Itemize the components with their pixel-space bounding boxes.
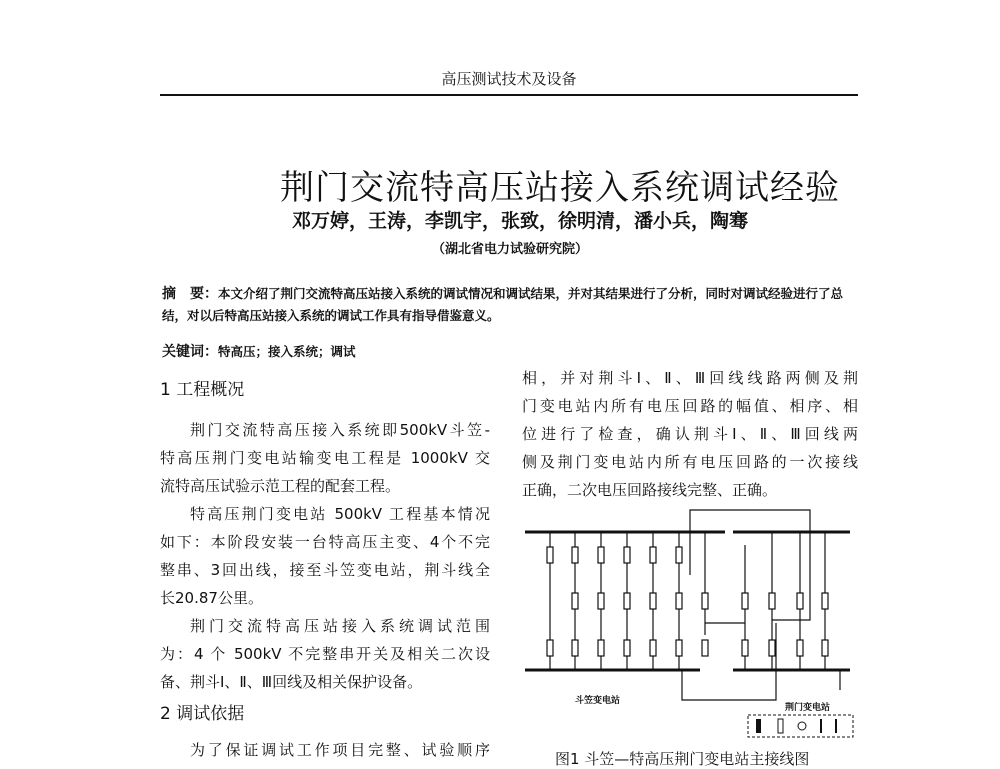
text-line: 荆门交流特高压站接入系统调试范围: [190, 617, 490, 635]
text-line: 侧及荆门变电站内所有电压回路的一次接线: [522, 453, 858, 471]
text-line: 荆门交流特高压接入系统即500kV斗笠-: [190, 421, 490, 439]
text-line: 相，并对荆斗Ⅰ、Ⅱ、Ⅲ回线线路两侧及荆: [522, 369, 858, 387]
main-wiring-diagram: [520, 505, 860, 740]
running-head: 高压测试技术及设备: [441, 70, 577, 88]
text-line: 特高压荆门变电站 500kV 工程基本情况: [190, 505, 490, 523]
text-line: 位进行了检查，确认荆斗Ⅰ、Ⅱ、Ⅲ回线两: [522, 425, 858, 443]
text-line: 正确，二次电压回路接线完整、正确。: [522, 481, 778, 499]
affiliation: （湖北省电力试验研究院）: [431, 242, 588, 257]
text-line: 门变电站内所有电压回路的幅值、相序、相: [522, 397, 858, 415]
text-line: 整串、3回出线，接至斗笠变电站，荆斗线全: [160, 561, 490, 579]
text-line: 为：4 个 500kV 不完整串开关及相关二次设: [160, 645, 490, 663]
keywords-label: 关键词：: [162, 344, 218, 360]
text-line: 为了保证调试工作项目完整、试验顺序: [190, 741, 490, 759]
right-column: [522, 364, 858, 504]
paper-title: 荆门交流特高压站接入系统调试经验: [280, 168, 840, 208]
abstract-text: 本文介绍了荆门交流特高压站接入系统的调试情况和调试结果，并对其结果进行了分析，同时对调试经验进行了总结，对以后特高压站接入系统的调试工作具有指导借鉴意义。: [162, 286, 844, 323]
left-column: [160, 376, 490, 764]
keywords-text: 特高压；接入系统；调试: [218, 344, 356, 359]
text-line: 备、荆斗Ⅰ、Ⅱ、Ⅲ回线及相关保护设备。: [160, 673, 423, 691]
abstract: [162, 283, 856, 327]
section-heading: 1 工程概况: [160, 380, 245, 400]
text-line: 长20.87公里。: [160, 589, 263, 607]
left-station-label: 斗笠变电站: [575, 696, 621, 706]
text-line: 流特高压试验示范工程的配套工程。: [160, 477, 401, 495]
figure-caption: 图1 斗笠—特高压荆门变电站主接线图: [555, 750, 810, 768]
text-line: 特高压荆门变电站输变电工程是 1000kV 交: [160, 449, 490, 467]
authors: 邓万婷，王涛，李凯宇，张致，徐明清，潘小兵，陶骞: [291, 210, 748, 232]
right-station-label: 荆门变电站: [785, 703, 831, 713]
legend-symbols: [756, 719, 837, 733]
section-heading: 2 调试依据: [160, 704, 245, 724]
header-rule: [160, 94, 858, 96]
legend-box: [748, 715, 853, 737]
abstract-label: 摘 要：: [162, 286, 218, 302]
keywords: [162, 341, 856, 363]
text-line: 如下：本阶段安装一台特高压主变、4个不完: [160, 533, 490, 551]
